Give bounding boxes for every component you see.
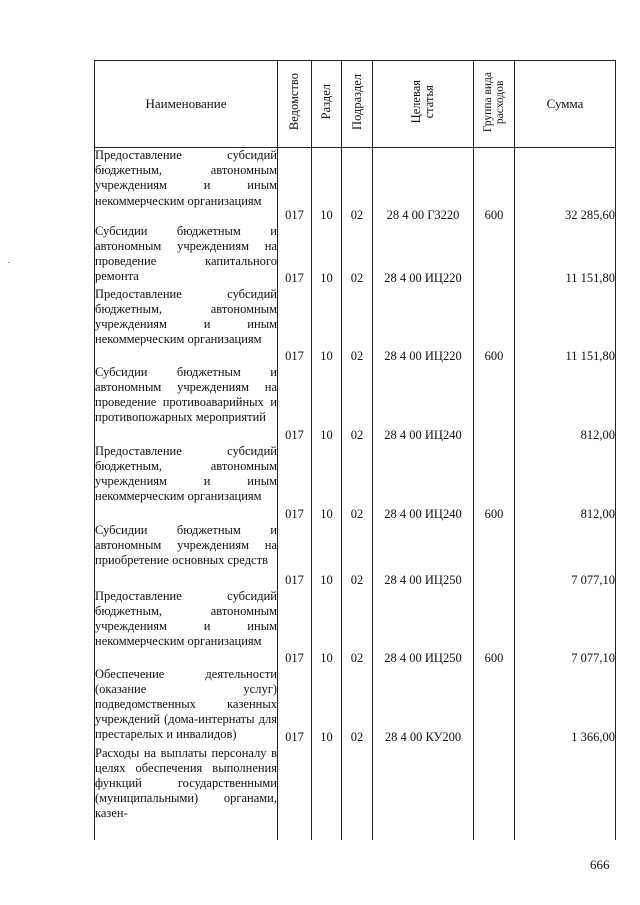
row-celevaya: 28 4 00 ИЦ220 bbox=[373, 224, 474, 287]
row-podrazdel: 02 bbox=[342, 667, 373, 746]
row-gruppa bbox=[474, 365, 515, 444]
row-razdel bbox=[312, 746, 342, 840]
row-summa: 7 077,10 bbox=[515, 589, 616, 667]
row-razdel: 10 bbox=[312, 224, 342, 287]
row-summa: 812,00 bbox=[515, 444, 616, 523]
row-vedomstvo: 017 bbox=[278, 589, 312, 667]
row-gruppa bbox=[474, 746, 515, 840]
row-celevaya: 28 4 00 ИЦ250 bbox=[373, 589, 474, 667]
row-celevaya: 28 4 00 КУ200 bbox=[373, 667, 474, 746]
table-row bbox=[95, 523, 616, 589]
row-vedomstvo: 017 bbox=[278, 523, 312, 589]
row-name: Субсидии бюджетным и автономным учреждениям на проведение противоаварийных и противопожарных мероприятий bbox=[95, 365, 278, 444]
header-name: Наименование bbox=[95, 61, 278, 148]
row-celevaya: 28 4 00 ИЦ220 bbox=[373, 287, 474, 365]
header-podrazdel: Подраздел bbox=[342, 61, 373, 148]
row-podrazdel bbox=[342, 746, 373, 840]
row-razdel: 10 bbox=[312, 667, 342, 746]
table-row bbox=[95, 667, 616, 746]
row-name: Предоставление субсидий бюджетным, автономным учреждениям и иным некоммерческим организациям bbox=[95, 589, 278, 667]
table-row bbox=[95, 224, 616, 287]
row-gruppa bbox=[474, 667, 515, 746]
header-vedomstvo: Ведомство bbox=[278, 61, 312, 148]
table-row bbox=[95, 444, 616, 523]
row-name: Предоставление субсидий бюджетным, автономным учреждениям и иным некоммерческим организациям bbox=[95, 444, 278, 523]
row-vedomstvo: 017 bbox=[278, 365, 312, 444]
scan-speck bbox=[8, 262, 10, 263]
row-podrazdel: 02 bbox=[342, 287, 373, 365]
header-razdel: Раздел bbox=[312, 61, 342, 148]
row-celevaya: 28 4 00 ИЦ240 bbox=[373, 444, 474, 523]
row-razdel: 10 bbox=[312, 148, 342, 224]
row-razdel: 10 bbox=[312, 589, 342, 667]
row-razdel: 10 bbox=[312, 444, 342, 523]
row-podrazdel: 02 bbox=[342, 523, 373, 589]
row-celevaya: 28 4 00 Г3220 bbox=[373, 148, 474, 224]
table-row bbox=[95, 148, 616, 224]
table-row bbox=[95, 746, 616, 840]
row-summa: 11 151,80 bbox=[515, 287, 616, 365]
row-podrazdel: 02 bbox=[342, 365, 373, 444]
row-vedomstvo: 017 bbox=[278, 148, 312, 224]
row-gruppa bbox=[474, 224, 515, 287]
row-vedomstvo: 017 bbox=[278, 287, 312, 365]
table-header-row bbox=[95, 61, 616, 148]
row-gruppa bbox=[474, 523, 515, 589]
row-summa: 812,00 bbox=[515, 365, 616, 444]
row-gruppa: 600 bbox=[474, 444, 515, 523]
row-name: Субсидии бюджетным и автономным учреждениям на проведение капитального ремонта bbox=[95, 224, 278, 287]
row-summa: 11 151,80 bbox=[515, 224, 616, 287]
row-podrazdel: 02 bbox=[342, 148, 373, 224]
row-summa bbox=[515, 746, 616, 840]
page-number: 666 bbox=[590, 857, 610, 872]
row-celevaya: 28 4 00 ИЦ240 bbox=[373, 365, 474, 444]
row-razdel: 10 bbox=[312, 523, 342, 589]
row-podrazdel: 02 bbox=[342, 224, 373, 287]
header-summa: Сумма bbox=[515, 61, 616, 148]
row-vedomstvo bbox=[278, 746, 312, 840]
row-podrazdel: 02 bbox=[342, 589, 373, 667]
row-name: Предоставление субсидий бюджетным, автономным учреждениям и иным некоммерческим организациям bbox=[95, 148, 278, 224]
row-gruppa: 600 bbox=[474, 589, 515, 667]
row-vedomstvo: 017 bbox=[278, 444, 312, 523]
row-summa: 32 285,60 bbox=[515, 148, 616, 224]
row-gruppa: 600 bbox=[474, 287, 515, 365]
row-name: Предоставление субсидий бюджетным, автономным учреждениям и иным некоммерческим организациям bbox=[95, 287, 278, 365]
row-gruppa: 600 bbox=[474, 148, 515, 224]
header-gruppa: Группа вида расходов bbox=[474, 61, 515, 148]
row-summa: 1 366,00 bbox=[515, 667, 616, 746]
row-name: Субсидии бюджетным и автономным учреждениям на приобретение основных средств bbox=[95, 523, 278, 589]
budget-table bbox=[94, 60, 616, 840]
row-celevaya: 28 4 00 ИЦ250 bbox=[373, 523, 474, 589]
table-row bbox=[95, 589, 616, 667]
header-celevaya: Целевая статья bbox=[373, 61, 474, 148]
row-summa: 7 077,10 bbox=[515, 523, 616, 589]
row-vedomstvo: 017 bbox=[278, 667, 312, 746]
row-name: Обеспечение деятельности (оказание услуг) подведомственных казенных учреждений (дома-интернаты для престарелых и инвалидов) bbox=[95, 667, 278, 746]
row-razdel: 10 bbox=[312, 365, 342, 444]
row-vedomstvo: 017 bbox=[278, 224, 312, 287]
row-name: Расходы на выплаты персоналу в целях обеспечения выполнения функций государственными (муниципальными) органами, казен- bbox=[95, 746, 278, 840]
row-celevaya bbox=[373, 746, 474, 840]
row-razdel: 10 bbox=[312, 287, 342, 365]
row-podrazdel: 02 bbox=[342, 444, 373, 523]
table-row bbox=[95, 365, 616, 444]
table-row bbox=[95, 287, 616, 365]
